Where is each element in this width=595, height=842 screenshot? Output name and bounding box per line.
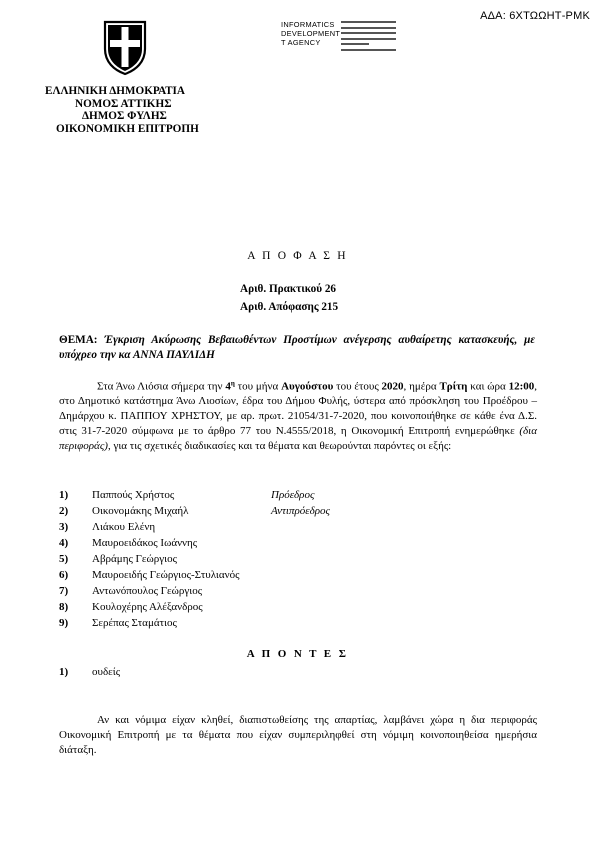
authority-line-republic: ΕΛΛΗΝΙΚΗ ΔΗΜΟΚΡΑΤΙΑ bbox=[45, 85, 185, 97]
member-number: 4) bbox=[59, 537, 69, 549]
issuing-authority bbox=[45, 85, 265, 135]
hellenic-republic-emblem bbox=[101, 19, 149, 76]
meeting-month: Αυγούστου bbox=[281, 380, 334, 393]
member-number: 3) bbox=[59, 521, 69, 533]
decision-number: Αριθ. Απόφασης 215 bbox=[240, 301, 339, 313]
absent-number: 1) bbox=[59, 666, 69, 678]
body-text: , στο Δημοτικό κατάστημα Άνω Λιοσίων, έδρα του Δήμου Φυλής, ύστερα από πρόσκληση του Προέδρου – Δημάρχου κ. ΠΑΠΠΟΥ ΧΡΗΣΤΟΥ, με αρ. πρωτ. 21054/31-7-2020, που κοινοποιήθηκε σε κάθε ένα Δ.Σ. στις 31-7-2020 σύμφωνα με το άρθρο 77 του Ν.4555/2018, η Οικονομική Επιτροπή ενημερώθηκε bbox=[59, 380, 537, 438]
ada-code: ΑΔΑ: 6ΧΤΩΩΗΤ-ΡΜΚ bbox=[480, 10, 590, 22]
member-role: Αντιπρόεδρος bbox=[271, 505, 330, 517]
logo-microtext bbox=[341, 27, 396, 29]
absent-name: ουδείς bbox=[92, 666, 121, 678]
member-name: Μαυροειδής Γεώργιος-Στυλιανός bbox=[92, 569, 240, 581]
member-number: 1) bbox=[59, 489, 69, 501]
body-text: του έτους bbox=[333, 380, 382, 393]
decision-title: Α Π Ο Φ Α Σ Η bbox=[247, 250, 348, 262]
authority-line-committee: ΟΙΚΟΝΟΜΙΚΗ ΕΠΙΤΡΟΠΗ bbox=[56, 122, 199, 135]
logo-microtext bbox=[341, 21, 396, 23]
meeting-weekday: Τρίτη bbox=[439, 380, 468, 393]
member-name: Σερέπας Σταμάτιος bbox=[92, 617, 177, 629]
logo-microtext bbox=[341, 43, 369, 45]
logo-line: T AGENCY bbox=[281, 38, 321, 47]
member-name: Λιάκου Ελένη bbox=[92, 521, 156, 533]
body-text: , ημέρα bbox=[403, 380, 440, 393]
member-name: Μαυροειδάκος Ιωάννης bbox=[92, 537, 198, 549]
meeting-year: 2020 bbox=[381, 380, 404, 393]
logo-microtext bbox=[341, 49, 396, 51]
subject-person-name: ΑΝΝΑ ΠΑΥΛΙΔΗ bbox=[132, 349, 215, 361]
member-number: 8) bbox=[59, 601, 69, 613]
subject-block bbox=[59, 333, 535, 363]
circulation-note: (δια περιφοράς) bbox=[59, 425, 537, 452]
logo-line: DEVELOPMENT bbox=[281, 29, 341, 38]
meeting-day-suffix: η bbox=[230, 379, 235, 387]
logo-line: INFORMATICS bbox=[281, 20, 335, 29]
member-number: 9) bbox=[59, 617, 69, 629]
meeting-day: 4 bbox=[225, 380, 231, 393]
minutes-number: Αριθ. Πρακτικού 26 bbox=[240, 283, 337, 295]
logo-microtext bbox=[341, 38, 396, 40]
subject-text: Έγκριση Ακύρωσης Βεβαιωθέντων Προστίμων ανέγερσης αυθαίρετης κατασκευής, με υπόχρεο την κα bbox=[59, 334, 535, 361]
member-number: 6) bbox=[59, 569, 69, 581]
member-number: 7) bbox=[59, 585, 69, 597]
member-role: Πρόεδρος bbox=[271, 489, 315, 501]
body-text: και ώρα bbox=[467, 380, 509, 393]
member-name: Αβράμης Γεώργιος bbox=[92, 553, 177, 565]
subject-label: ΘΕΜΑ: bbox=[59, 334, 98, 346]
body-text: του μήνα bbox=[234, 380, 282, 393]
absent-row bbox=[59, 666, 259, 681]
member-name: Κουλοχέρης Αλέξανδρος bbox=[92, 601, 203, 613]
member-name: Οικονομάκης Μιχαήλ bbox=[92, 505, 189, 517]
idika-logo bbox=[281, 20, 340, 47]
member-name: Παππούς Χρήστος bbox=[92, 489, 175, 501]
authority-line-municipality: ΔΗΜΟΣ ΦΥΛΗΣ bbox=[82, 110, 167, 123]
body-text: , για τις σχετικές διαδικασίες και τα θέματα και θεωρούνται παρόντες οι εξής: bbox=[107, 439, 452, 452]
member-name: Αντωνόπουλος Γεώργιος bbox=[92, 585, 203, 597]
member-number: 2) bbox=[59, 505, 69, 517]
closing-paragraph: Αν και νόμιμα είχαν κληθεί, διαπιστωθείσης της απαρτίας, λαμβάνει χώρα η δια περιφοράς Οικονομική Επιτροπή με τα θέματα που είχαν συμπεριληφθεί στη νόμιμη κοινοποιηθείσα ημερήσια διάταξη. bbox=[59, 714, 537, 757]
body-text: Στα Άνω Λιόσια σήμερα την bbox=[97, 380, 226, 393]
authority-line-prefecture: ΝΟΜΟΣ ΑΤΤΙΚΗΣ bbox=[75, 97, 172, 110]
member-number: 5) bbox=[59, 553, 69, 565]
logo-microtext bbox=[341, 32, 396, 34]
logo-microtext-lines bbox=[341, 21, 396, 54]
meeting-time: 12:00 bbox=[508, 380, 535, 393]
absent-heading: Α Π Ο Ν Τ Ε Σ bbox=[246, 648, 349, 660]
meeting-intro-paragraph bbox=[59, 376, 537, 454]
